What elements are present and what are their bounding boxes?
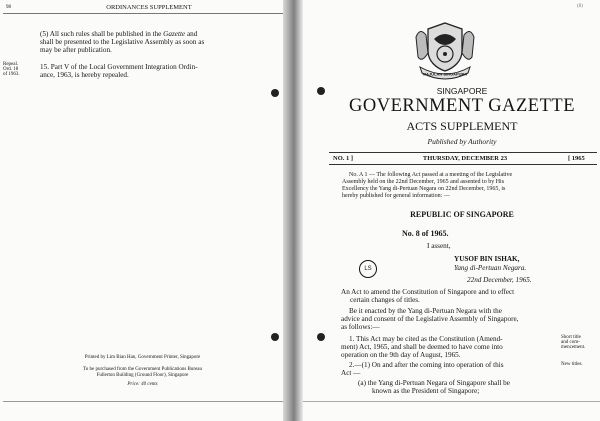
notice-line4: hereby published for general information: —: [342, 193, 450, 199]
right-bottom-rule: [303, 401, 600, 402]
section1-note-line3: mencement.: [561, 345, 586, 350]
section1-note-line1: Short title: [561, 335, 581, 340]
section1-line2: ment) Act, 1965, and shall be deemed to have come into: [341, 343, 503, 351]
enacting-line2: advice and consent of the Legislative Assembly of Singapore,: [341, 315, 519, 323]
masthead-rule-bottom: [329, 164, 597, 165]
left-running-head: ORDINANCES SUPPLEMENT: [106, 4, 192, 11]
margin-note-repeal: Repeal.: [3, 62, 19, 67]
section2-line2: Act —: [341, 369, 361, 377]
book-spine: [283, 0, 303, 421]
section2-note: New titles.: [561, 362, 583, 367]
printer-line: Printed by Lim Bian Han, Government Printer, Singapore: [84, 355, 201, 360]
crest-motto: MAJULAH SINGAPURA: [422, 71, 468, 77]
section15-line1: 15. Part V of the Local Government Integration Ordin-: [40, 63, 198, 71]
section2a-line1: (a) the Yang di-Pertuan Negara of Singapore shall be: [358, 379, 510, 387]
singapore-crest-emblem: [410, 17, 480, 81]
section2-line1: 2.—(1) On and after the coming into operation of this: [349, 361, 504, 369]
margin-note-year: of 1963.: [3, 72, 20, 77]
purchase-line2: Fullerton Building (Ground Floor), Singapore: [96, 373, 189, 378]
para5-line1: (5) All such rules shall be published in the Gazette and: [40, 30, 198, 38]
section2a-line2: known as the President of Singapore;: [372, 387, 480, 395]
ls-seal: LS: [359, 260, 377, 278]
para5-line2: shall be presented to the Legislative Assembly as soon as: [40, 38, 205, 46]
enacting-line3: as follows:—: [341, 323, 380, 331]
punch-hole-left-bottom: [271, 333, 279, 341]
masthead-rule-top: [329, 152, 597, 153]
signed-date: 22nd December, 1965.: [467, 276, 532, 284]
country-heading: SINGAPORE: [436, 86, 488, 96]
punch-hole-left-top: [271, 89, 279, 97]
republic-heading: REPUBLIC OF SINGAPORE: [410, 210, 514, 219]
gazette-title: GOVERNMENT GAZETTE: [348, 96, 575, 116]
left-head-rule: [3, 13, 283, 14]
section1-note-line2: and com-: [561, 340, 580, 345]
notice-line3: Excellency the Yang di-Pertuan Negara on 22nd December, 1965, is: [342, 186, 506, 192]
long-title-line2: certain changes of titles.: [350, 296, 420, 304]
assent-line: I assent,: [427, 242, 451, 250]
signatory-title: Yang di-Pertuan Negara.: [454, 264, 527, 272]
section1-line3: operation on the 9th day of August, 1965.: [341, 351, 461, 359]
supplement-subtitle: ACTS SUPPLEMENT: [406, 119, 518, 133]
notice-line2: Assembly held on the 22nd December, 1965 and assented to by His: [342, 179, 505, 185]
section15-line2: ance, 1963, is hereby repealed.: [40, 71, 129, 79]
margin-note-ord: Ord. 18: [3, 67, 19, 72]
act-number: No. 8 of 1965.: [402, 229, 449, 238]
left-page-number: 98: [6, 5, 11, 10]
purchase-line1: To be purchased from the Government Publications Bureau: [83, 367, 202, 372]
signatory-name: YUSOF BIN ISHAK,: [454, 255, 520, 263]
authority-line: Published by Authority: [427, 137, 497, 146]
issue-year: [ 1965: [568, 155, 585, 162]
issue-date: THURSDAY, DECEMBER 23: [422, 155, 508, 162]
punch-hole-right-bottom: [317, 333, 325, 341]
notice-line1: No. A 1 — The following Act passed at a meeting of the Legislative: [349, 172, 513, 178]
long-title-line1: An Act to amend the Constitution of Singapore and to effect: [341, 288, 515, 296]
left-bottom-rule: [3, 401, 283, 402]
enacting-line1: Be it enacted by the Yang di-Pertuan Negara with the: [349, 307, 502, 315]
issue-number: NO. 1 ]: [333, 155, 354, 162]
corner-mark: (8): [577, 4, 583, 9]
para5-line3: may be after publication.: [40, 46, 112, 54]
price-line: Price: 40 cents: [127, 382, 158, 387]
section1-line1: 1. This Act may be cited as the Constitution (Amend-: [349, 335, 503, 343]
